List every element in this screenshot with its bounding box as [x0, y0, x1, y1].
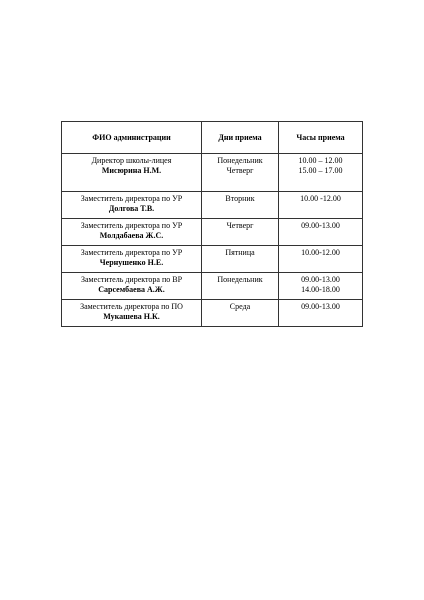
table-row: [62, 246, 363, 273]
header-name: ФИО администрации: [62, 122, 202, 154]
day: Четверг: [226, 221, 254, 230]
cell-person: [62, 219, 202, 246]
cell-hours: [279, 219, 363, 246]
reception-schedule-table: [61, 121, 363, 327]
header-hours: Часы приема: [279, 122, 363, 154]
person-name: Мисюрина Н.М.: [101, 166, 162, 175]
hours: 15.00 – 17.00: [298, 166, 343, 175]
cell-days: [202, 300, 279, 327]
cell-person: [62, 192, 202, 219]
person-role: Заместитель директора по УР: [80, 221, 183, 230]
day: Понедельник: [217, 275, 263, 284]
person-name: Долгова Т.В.: [108, 204, 155, 213]
person-name: Мукашева Н.К.: [103, 312, 160, 321]
hours: 09.00-13.00: [301, 302, 340, 311]
hours: 10.00-12.00: [301, 248, 340, 257]
cell-days: [202, 154, 279, 192]
hours: 10.00 – 12.00: [298, 156, 343, 165]
cell-hours: [279, 273, 363, 300]
cell-hours: [279, 192, 363, 219]
person-role: Заместитель директора по УР: [80, 194, 183, 203]
person-name: Чернушенко Н.Е.: [99, 258, 164, 267]
hours: 09.00-13.00: [301, 275, 340, 284]
hours: 14.00-18.00: [301, 285, 340, 294]
day: Среда: [229, 302, 251, 311]
cell-hours: [279, 154, 363, 192]
table-row: [62, 300, 363, 327]
cell-person: [62, 273, 202, 300]
person-name: Сарсембаева А.Ж.: [98, 285, 165, 294]
table-row: [62, 219, 363, 246]
person-role: Заместитель директора по ПО: [80, 302, 183, 311]
cell-person: [62, 246, 202, 273]
header-days: Дни приема: [202, 122, 279, 154]
day: Вторник: [225, 194, 255, 203]
cell-days: [202, 246, 279, 273]
day: Пятница: [225, 248, 255, 257]
person-role: Заместитель директора по ВР: [80, 275, 183, 284]
cell-hours: [279, 300, 363, 327]
person-role: Заместитель директора по УР: [80, 248, 183, 257]
day: Четверг: [226, 166, 254, 175]
table-row: [62, 192, 363, 219]
cell-days: [202, 219, 279, 246]
table-row: [62, 273, 363, 300]
cell-person: [62, 154, 202, 192]
table-header-row: [62, 122, 363, 154]
cell-person: [62, 300, 202, 327]
cell-hours: [279, 246, 363, 273]
cell-days: [202, 273, 279, 300]
table-row: [62, 154, 363, 192]
hours: 09.00-13.00: [301, 221, 340, 230]
day: Понедельник: [217, 156, 263, 165]
person-name: Молдабаева Ж.С.: [99, 231, 164, 240]
hours: 10.00 -12.00: [300, 194, 341, 203]
cell-days: [202, 192, 279, 219]
person-role: Директор школы-лицея: [91, 156, 172, 165]
